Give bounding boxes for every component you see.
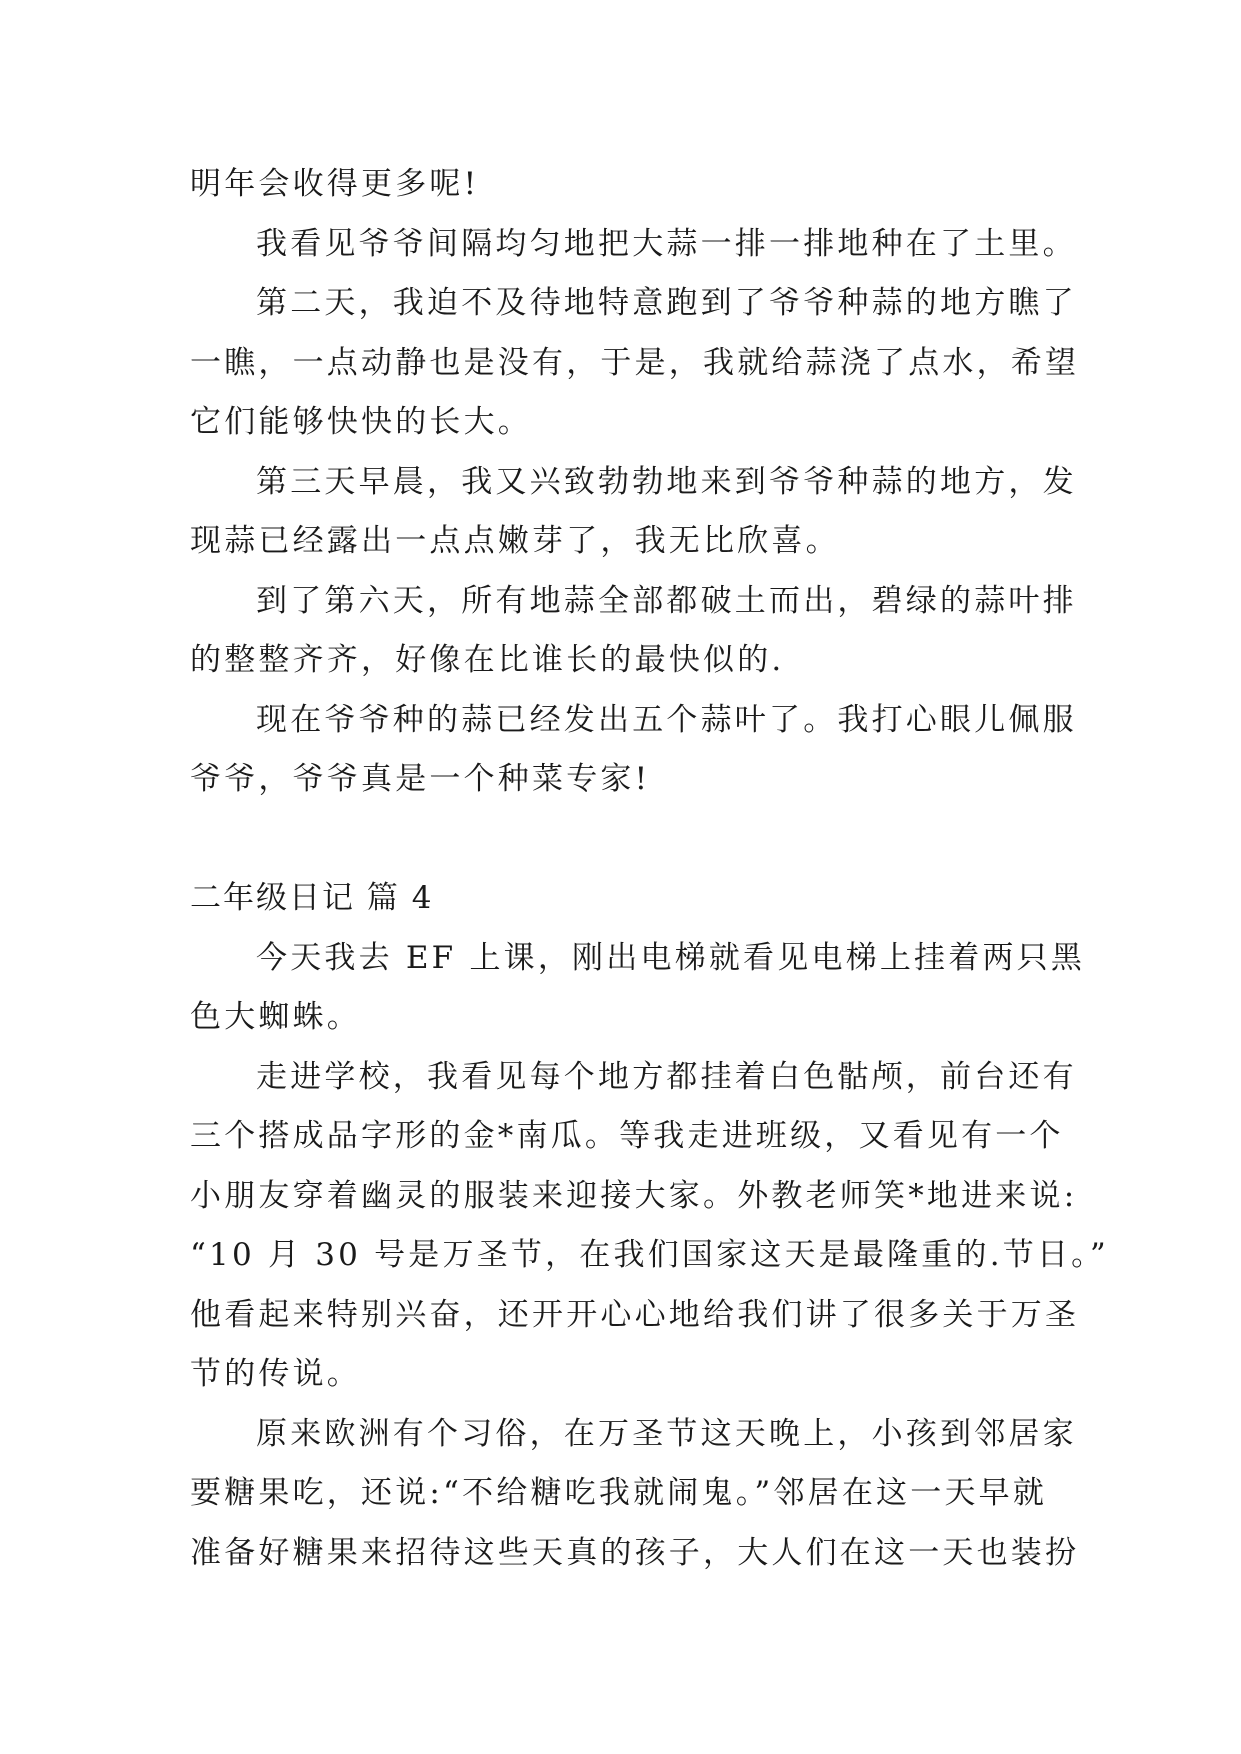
text-line: “10 月 30 号是万圣节，在我们国家这天是最隆重的.节日。”: [190, 1237, 1109, 1273]
section-spacer: [190, 810, 1070, 870]
text-line: 现蒜已经露出一点点嫩芽了，我无比欣喜。: [190, 523, 840, 559]
text-line: 原来欧洲有个习俗，在万圣节这天晚上，小孩到邻居家: [256, 1415, 1077, 1452]
text-line: 爷爷，爷爷真是一个种菜专家!: [190, 761, 651, 797]
text-line: 一瞧，一点动静也是没有，于是，我就给蒜浇了点水，希望: [190, 344, 1080, 381]
text-line: 三个搭成品字形的金*南瓜。等我走进班级，又看见有一个: [190, 1118, 1064, 1154]
text-line: 明年会收得更多呢!: [190, 166, 480, 202]
text-line: 现在爷爷种的蒜已经发出五个蒜叶了。我打心眼儿佩服: [256, 701, 1077, 738]
document-page: [190, 155, 1109, 1583]
text-line: 小朋友穿着幽灵的服装来迎接大家。外教老师笑*地进来说:: [190, 1177, 1078, 1214]
text-line: 他看起来特别兴奋，还开开心心地给我们讲了很多关于万圣: [190, 1296, 1080, 1333]
paragraph-block-previous-entry: [190, 155, 1080, 810]
text-line: 色大蜘蛛。: [190, 999, 361, 1035]
text-line: 的整整齐齐，好像在比谁长的最快似的.: [190, 642, 785, 678]
text-line: 我看见爷爷间隔均匀地把大蒜一排一排地种在了土里。: [256, 225, 1077, 262]
text-line: 今天我去 EF 上课，刚出电梯就看见电梯上挂着两只黑: [256, 939, 1086, 976]
section-heading: 二年级日记 篇 4: [190, 880, 434, 916]
paragraph-block-entry-4: [190, 929, 1109, 1584]
text-line: 第三天早晨，我又兴致勃勃地来到爷爷种蒜的地方，发: [256, 463, 1077, 500]
text-line: 第二天，我迫不及待地特意跑到了爷爷种蒜的地方瞧了: [256, 285, 1077, 321]
text-line: 节的传说。: [190, 1356, 361, 1392]
text-line: 要糖果吃，还说:“不给糖吃我就闹鬼。”邻居在这一天早就: [190, 1475, 1048, 1511]
text-line: 走进学校，我看见每个地方都挂着白色骷颅，前台还有: [256, 1058, 1077, 1095]
text-line: 它们能够快快的长大。: [190, 404, 532, 440]
text-line: 准备好糖果来招待这些天真的孩子，大人们在这一天也装扮: [190, 1534, 1080, 1571]
text-line: 到了第六天，所有地蒜全部都破土而出，碧绿的蒜叶排: [256, 582, 1077, 619]
